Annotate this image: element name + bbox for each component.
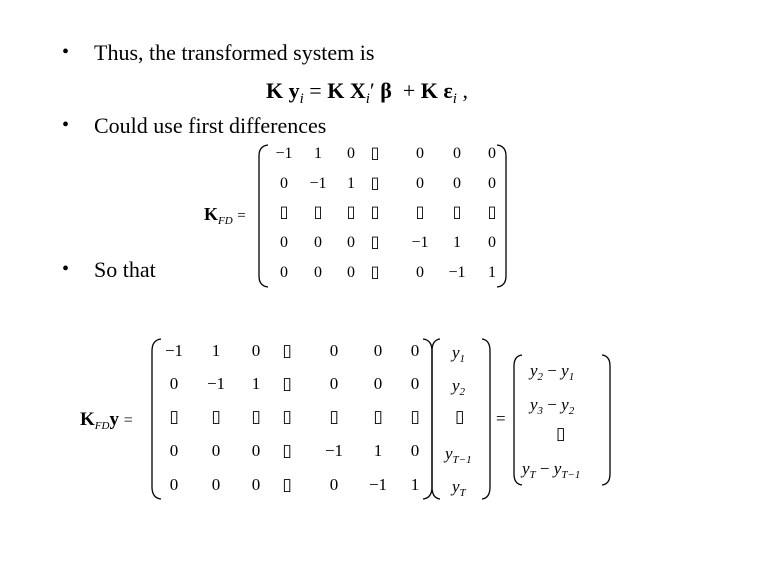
matrix-cell: ▯ — [370, 145, 380, 162]
matrix-cell: 0 — [453, 175, 461, 192]
matrix-cell: −1 — [206, 374, 226, 393]
matrix-cell: 0 — [488, 145, 496, 162]
y-vector-entry: $y_T$ — [452, 477, 466, 499]
matrix-cell: −1 — [275, 145, 293, 162]
bullet-text: Could use first differences — [94, 113, 327, 138]
matrix-cell: ▯ — [487, 204, 497, 221]
matrix-cell: ▯ — [346, 204, 356, 221]
matrix-cell: ▯ — [370, 175, 380, 192]
matrix-cell: 0 — [169, 374, 179, 393]
transformed-equation: K $y_i = K$ $X_i'$ β + K $\varepsilon_i$ , — [266, 78, 468, 107]
matrix-cell: ▯ — [211, 407, 221, 426]
matrix-cell: −1 — [164, 341, 184, 360]
matrix-cell: ▯ — [329, 407, 339, 426]
matrix-cell: 0 — [410, 374, 420, 393]
matrix-cell: ▯ — [282, 441, 292, 460]
matrix-cell: 0 — [280, 175, 288, 192]
matrix-cell: 0 — [488, 175, 496, 192]
matrix-cell: 0 — [347, 145, 355, 162]
matrix-cell: ▯ — [251, 407, 261, 426]
matrix-cell: 0 — [329, 341, 339, 360]
matrix-cell: 0 — [169, 441, 179, 460]
product-label: $K_{FD}y$ = — [80, 409, 133, 432]
matrix-cell: ▯ — [373, 407, 383, 426]
matrix-cell: 0 — [251, 441, 261, 460]
matrix-cell: 0 — [453, 145, 461, 162]
matrix-cell: 0 — [373, 341, 383, 360]
matrix-cell: 0 — [347, 234, 355, 251]
result-vector-entry: $y_T - y_{T-1}$ — [522, 459, 581, 481]
bullet-dot: • — [62, 41, 70, 63]
matrix-cell: 0 — [416, 175, 424, 192]
y-vector-entry: $y_1$ — [452, 343, 466, 365]
matrix-cell: ▯ — [370, 264, 380, 281]
matrix-cell: 1 — [251, 374, 261, 393]
matrix-cell: 1 — [373, 441, 383, 460]
matrix-cell: 1 — [410, 475, 420, 494]
matrix-cell: −1 — [368, 475, 388, 494]
matrix-cell: ▯ — [169, 407, 179, 426]
matrix-cell: 0 — [488, 234, 496, 251]
matrix-cell: 0 — [211, 475, 221, 494]
matrix-cell: 0 — [416, 145, 424, 162]
result-vector-entry: $y_3 - y_2$ — [530, 395, 575, 417]
bullet-2 — [62, 115, 326, 137]
matrix-cell: 0 — [314, 264, 322, 281]
matrix-cell: ▯ — [370, 204, 380, 221]
matrix-cell: 0 — [329, 374, 339, 393]
bullet-3 — [62, 259, 156, 281]
matrix-cell: 1 — [211, 341, 221, 360]
matrix-cell: 0 — [329, 475, 339, 494]
matrix-cell: ▯ — [282, 475, 292, 494]
matrix-cell: 1 — [314, 145, 322, 162]
matrix-cell: ▯ — [313, 204, 323, 221]
matrix-cell: ▯ — [282, 407, 292, 426]
matrix-cell: 0 — [251, 475, 261, 494]
matrix-cell: 0 — [280, 264, 288, 281]
matrix-cell: 0 — [410, 341, 420, 360]
kfd-label: $K_{FD}$ = — [204, 204, 246, 227]
matrix-cell: −1 — [448, 264, 466, 281]
matrix-cell: −1 — [324, 441, 344, 460]
y-vector-entry: $y_2$ — [452, 376, 466, 398]
matrix-cell: ▯ — [282, 341, 292, 360]
matrix-cell: 1 — [488, 264, 496, 281]
matrix-cell: ▯ — [452, 204, 462, 221]
matrix-cell: 0 — [410, 441, 420, 460]
bullet-text: So that — [94, 257, 156, 282]
matrix-cell: ▯ — [279, 204, 289, 221]
result-vector-entry: ▯ — [556, 424, 566, 443]
matrix-cell: 0 — [416, 264, 424, 281]
matrix-cell: 1 — [453, 234, 461, 251]
bullet-1 — [62, 42, 374, 64]
matrix-cell: ▯ — [415, 204, 425, 221]
bullet-dot: • — [62, 258, 70, 280]
matrix-cell: 0 — [251, 341, 261, 360]
matrix-cell: 0 — [169, 475, 179, 494]
bullet-text: Thus, the transformed system is — [94, 40, 375, 65]
y-vector-entry: $y_{T-1}$ — [445, 444, 472, 466]
matrix-cell: ▯ — [410, 407, 420, 426]
equals-sign: = — [496, 409, 506, 428]
matrix-cell: −1 — [309, 175, 327, 192]
y-vector-entry: ▯ — [455, 407, 465, 426]
matrix-cell: 0 — [347, 264, 355, 281]
matrix-cell: −1 — [411, 234, 429, 251]
matrix-cell: 0 — [280, 234, 288, 251]
matrix-cell: ▯ — [370, 234, 380, 251]
matrix-cell: ▯ — [282, 374, 292, 393]
matrix-cell: 0 — [314, 234, 322, 251]
result-vector-entry: $y_2 - y_1$ — [530, 361, 575, 383]
bullet-dot: • — [62, 114, 70, 136]
matrix-cell: 1 — [347, 175, 355, 192]
matrix-cell: 0 — [211, 441, 221, 460]
matrix-cell: 0 — [373, 374, 383, 393]
